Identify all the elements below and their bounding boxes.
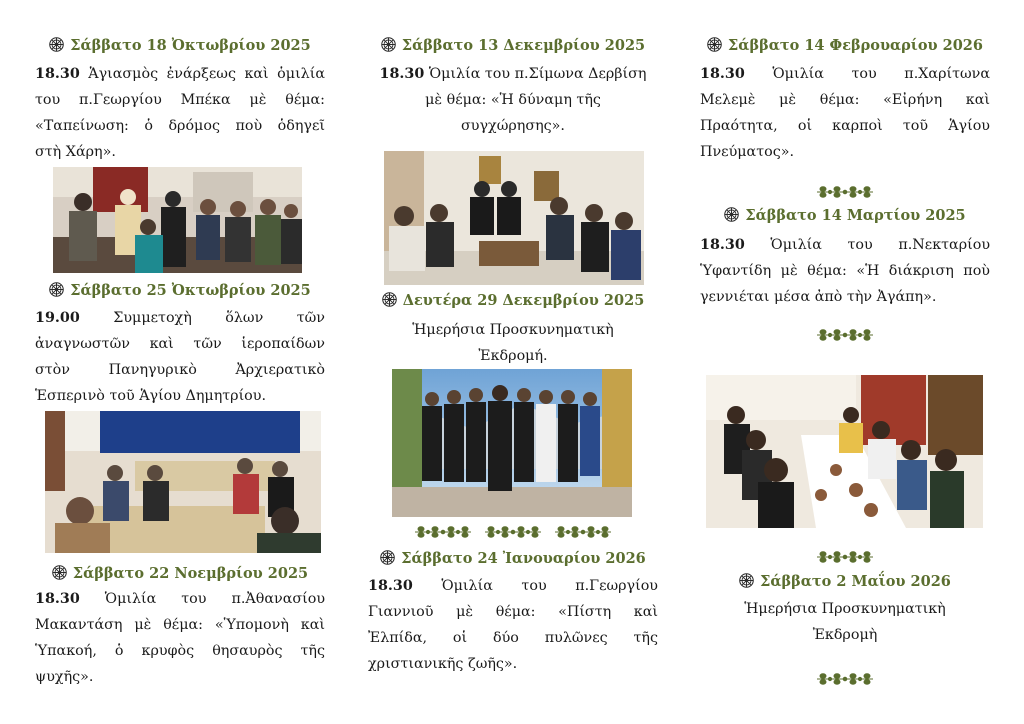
event-text: 18.30 Ἁγιασμὸς ἐνάρξεως καὶ ὁμιλία του π.Γεωργίου Μπέκα μὲ θέμα: «Ταπείνωση: ὁ δρόμος ποὺ ὁδηγεῖ στὴ Χάρη». (35, 66, 325, 160)
event-text: 18.30 Ὁμιλία του π.Νεκταρίου Ὑφαντίδη μὲ θέμα: «Ἡ διάκριση ποὺ γεννιέται μέσα ἀπὸ τὴν Ἀγάπη». (700, 237, 991, 305)
event-text: Ἡμερήσια Προσκυνηματικὴ Ἐκδρομὴ (744, 601, 946, 643)
event-photo (706, 375, 983, 528)
event-text: 18.30 Ὁμιλία του π.Ἀθανασίου Μακαντάση μὲ θέμα: «Ὑπομονὴ καὶ Ὑπακοή, ὁ κρυφὸς θησαυρὸς τῆς ψυχῆς». (35, 591, 326, 685)
cross-rosette-icon (49, 37, 64, 52)
event-heading: Δευτέρα 29 Δεκεμβρίου 2025 (368, 292, 658, 309)
event-heading: Σάββατο 14 Μαρτίου 2025 (700, 207, 990, 224)
event-photo (53, 167, 302, 273)
cross-rosette-icon (739, 573, 754, 588)
event-heading: Σάββατο 18 Ὀκτωβρίου 2025 (35, 37, 325, 54)
event-text: 18.30 Ὁμιλία του π.Χαρίτωνα Μελεμὲ μὲ θέμα: «Εἰρήνη καὶ Πραότητα, οἱ καρποὶ τοῦ Ἁγίου Πνεύματος». (700, 66, 991, 160)
column-3 (700, 0, 990, 724)
event-heading: Σάββατο 14 Φεβρουαρίου 2026 (700, 37, 990, 54)
cross-rosette-icon (380, 550, 395, 565)
event-heading: Σάββατο 22 Νοεμβρίου 2025 (35, 565, 325, 582)
vine-ornament-icon (700, 671, 990, 691)
event-heading: Σάββατο 2 Μαΐου 2026 (700, 573, 990, 590)
event-text: Ἡμερήσια Προσκυνηματικὴ Ἐκδρομή. (412, 322, 614, 364)
event-photo (45, 411, 321, 553)
event-heading: Σάββατο 24 Ἰανουαρίου 2026 (368, 550, 658, 567)
event-photo (392, 369, 632, 517)
event-heading: Σάββατο 25 Ὀκτωβρίου 2025 (35, 282, 325, 299)
cross-rosette-icon (707, 37, 722, 52)
cross-rosette-icon (52, 565, 67, 580)
vine-ornament-icon (700, 549, 990, 569)
column-1 (35, 0, 325, 724)
event-text: 19.00 Συμμετοχὴ ὅλων τῶν ἀναγνωστῶν καὶ τῶν ἱεροπαίδων στὸν Πανηγυρικὸ Ἀρχιερατικὸ Ἑσπερινὸ τοῦ Ἁγίου Δημητρίου. (35, 310, 325, 404)
event-photo (384, 151, 644, 285)
cross-rosette-icon (381, 37, 396, 52)
cross-rosette-icon (49, 282, 64, 297)
event-text: 18.30 Ὁμιλία του π.Γεωργίου Γιαννιοῦ μὲ θέμα: «Πίστη καὶ Ἐλπίδα, οἱ δύο πυλῶνες τῆς χριστιανικῆς ζωῆς». (368, 578, 658, 672)
cross-rosette-icon (724, 207, 739, 222)
event-heading: Σάββατο 13 Δεκεμβρίου 2025 (368, 37, 658, 54)
vine-ornament-icon (368, 524, 658, 544)
cross-rosette-icon (382, 292, 397, 307)
vine-ornament-icon (700, 327, 990, 347)
vine-ornament-icon (700, 184, 990, 204)
event-text: 18.30 Ὁμιλία του π.Σίμωνα Δερβίση μὲ θέμα: «Ἡ δύναμη τῆς συγχώρησης». (379, 66, 647, 134)
column-2 (368, 0, 658, 724)
